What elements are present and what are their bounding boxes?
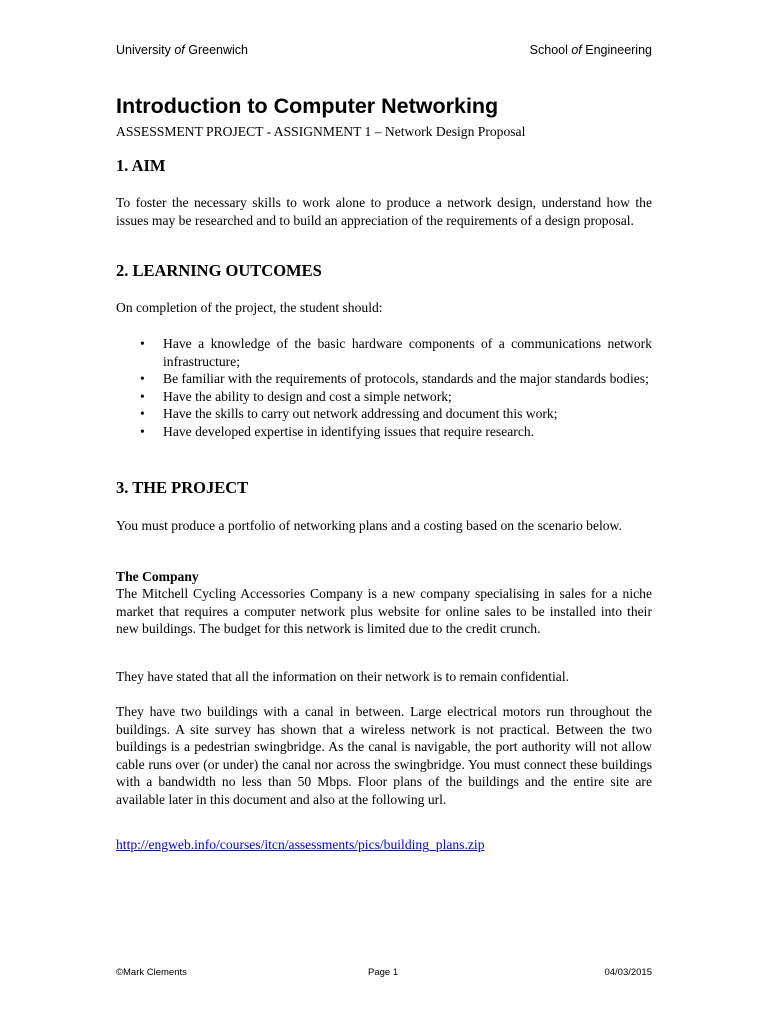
header-school-italic: of <box>571 43 582 57</box>
company-heading: The Company <box>116 569 199 584</box>
learning-outcomes-intro: On completion of the project, the student should: <box>116 300 383 315</box>
list-item <box>116 405 652 423</box>
list-item-text: Have the skills to carry out network addressing and document this work; <box>163 406 558 421</box>
list-item-text: Have a knowledge of the basic hardware components of a communications network infrastructure; <box>163 336 652 369</box>
header-university-italic: of <box>174 43 185 57</box>
learning-outcomes-list <box>116 335 652 440</box>
header-school-suffix: Engineering <box>581 43 652 57</box>
footer-author: ©Mark Clements <box>116 967 187 978</box>
confidential-text: They have stated that all the information on their network is to remain confidential. <box>116 669 569 684</box>
project-intro: You must produce a portfolio of networking plans and a costing based on the scenario below. <box>116 518 622 533</box>
learning-outcomes-heading: 2. LEARNING OUTCOMES <box>116 261 322 280</box>
bullet-icon: • <box>140 371 145 386</box>
bullet-icon: • <box>140 336 145 351</box>
header-university-suffix: Greenwich <box>184 43 249 57</box>
page-subtitle: ASSESSMENT PROJECT - ASSIGNMENT 1 – Network Design Proposal <box>116 124 526 139</box>
company-text: The Mitchell Cycling Accessories Company is a new company specialising in sales for a niche market that requires a computer network plus website for online sales to be installed into their new buildings. The budget for this network is limited due to the credit crunch. <box>116 586 652 636</box>
list-item <box>116 388 652 406</box>
header-school <box>530 43 652 57</box>
buildings-text: They have two buildings with a canal in between. Large electrical motors run throughout the buildings. A site survey has shown that a wireless network is not practical. Between the two buildings is a pedestrian swingbridge. As the canal is navigable, the port authority will not allow cable runs over (or under) the canal nor across the swingbridge. You must connect these buildings with a bandwidth no less than 50 Mbps. Floor plans of the buildings and the entire site are available later in this document and also at the following url. <box>116 704 652 807</box>
list-item-text: Be familiar with the requirements of protocols, standards and the major standards bodies; <box>163 371 649 386</box>
header-school-prefix: School <box>529 43 572 57</box>
list-item <box>116 370 652 388</box>
aim-heading: 1. AIM <box>116 156 166 175</box>
header-university <box>116 43 248 57</box>
header-university-prefix: University <box>116 43 175 57</box>
aim-text: To foster the necessary skills to work alone to produce a network design, understand how the issues may be researched and to build an appreciation of the requirements of a design proposal. <box>116 195 652 228</box>
list-item <box>116 423 652 441</box>
page-title: Introduction to Computer Networking <box>116 94 499 118</box>
building-plans-link-wrapper <box>116 836 652 854</box>
bullet-icon: • <box>140 388 145 404</box>
building-plans-link[interactable]: http://engweb.info/courses/itcn/assessments/pics/building_plans.zip <box>116 837 485 852</box>
bullet-icon: • <box>140 423 145 439</box>
project-heading: 3. THE PROJECT <box>116 478 249 497</box>
list-item-text: Have the ability to design and cost a simple network; <box>163 388 452 404</box>
footer-date: 04/03/2015 <box>604 967 652 978</box>
bullet-icon: • <box>140 406 145 421</box>
list-item <box>116 335 652 370</box>
list-item-text: Have developed expertise in identifying issues that require research. <box>163 423 535 439</box>
footer-page-number: Page 1 <box>368 967 399 978</box>
